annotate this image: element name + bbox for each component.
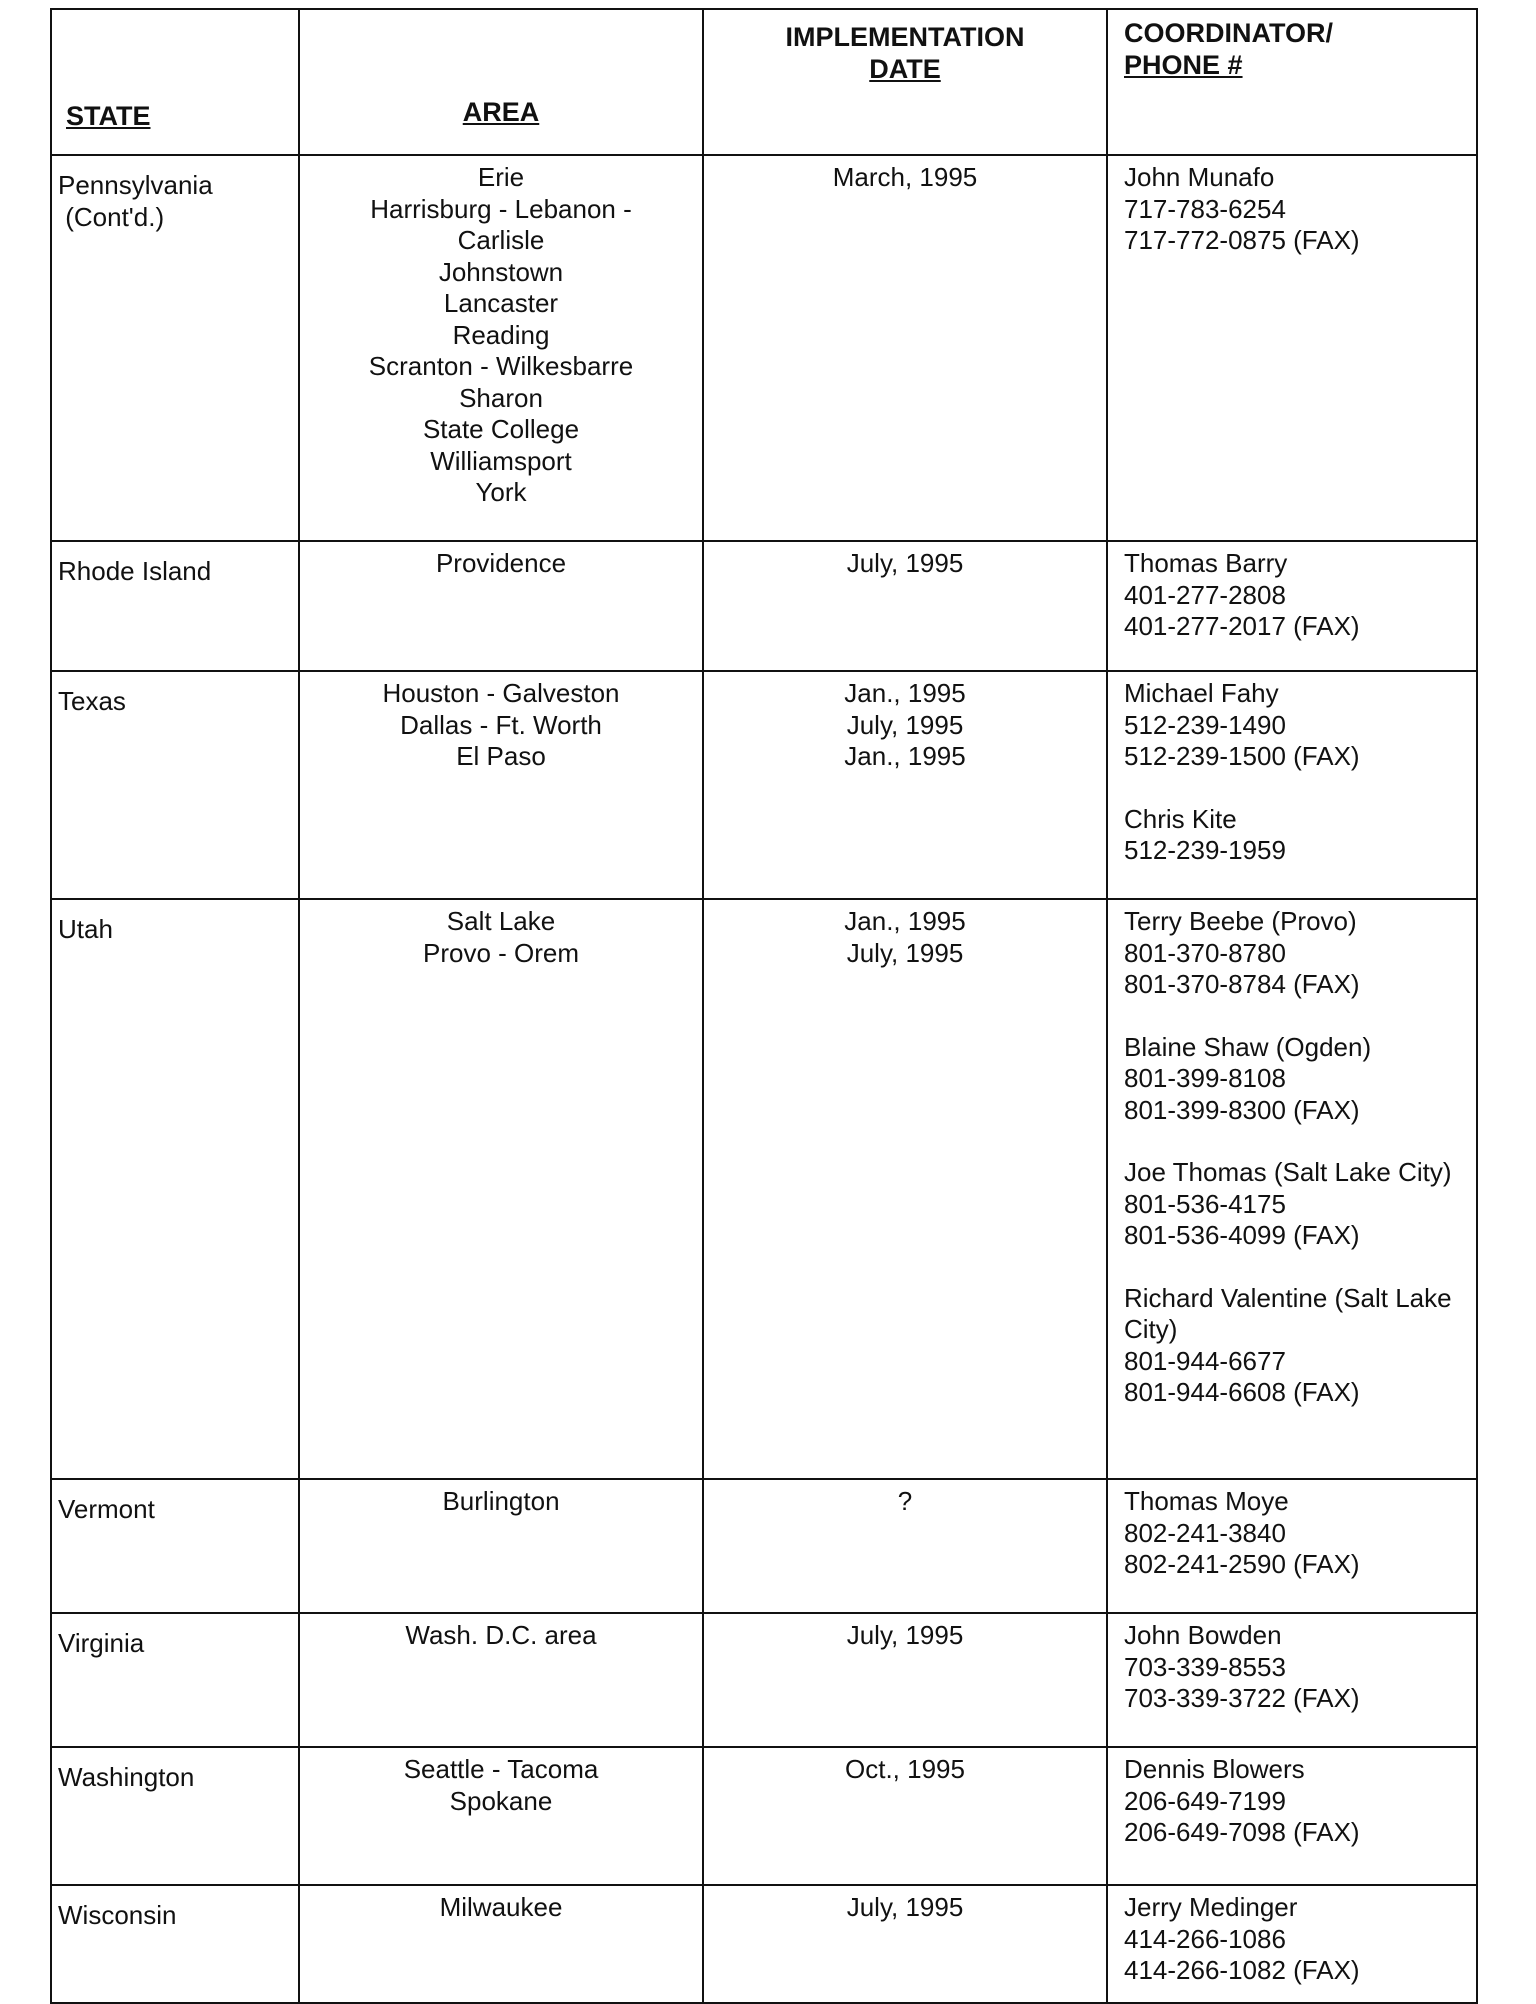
area-name: Milwaukee [439,1892,563,1922]
coordinator-entry [1124,804,1472,867]
header-row [51,9,1477,155]
implementation-date: July, 1995 [846,709,964,740]
coordinator-phone: 802-241-3840 [1124,1517,1286,1548]
header-date-line2: DATE [869,53,941,84]
cell-state [51,541,299,671]
area-name: Sharon [459,382,543,413]
state-name: Wisconsin [58,1900,177,1930]
area-name: Salt Lake [446,906,556,936]
cell-area [299,1613,703,1747]
coordinator-phone: 801-944-6677 [1124,1345,1286,1376]
table-row [51,155,1477,541]
coordinator-entry [1124,1892,1472,1987]
header-coord-line2: PHONE # [1124,49,1243,80]
coordinator-phone: 801-370-8780 [1124,937,1286,968]
state-name: Washington [58,1762,195,1792]
cell-area [299,1747,703,1885]
area-name: Reading [452,319,550,350]
implementation-date: July, 1995 [846,937,964,968]
cell-coordinator [1107,1613,1477,1747]
area-name: Williamsport [430,445,572,476]
table-row [51,899,1477,1479]
area-name: Scranton - Wilkesbarre [368,351,634,381]
table-row [51,1885,1477,2003]
area-name: Carlisle [457,225,545,255]
cell-coordinator [1107,1479,1477,1613]
implementation-date: Jan., 1995 [844,678,966,708]
state-name: Pennsylvania [58,170,213,200]
area-name: Johnstown [438,256,564,287]
coordinator-entry [1124,1754,1472,1849]
cell-implementation-date [703,1885,1107,2003]
cell-coordinator [1107,899,1477,1479]
cell-implementation-date [703,899,1107,1479]
implementation-date: July, 1995 [846,548,964,578]
coordinator-entry [1124,548,1472,643]
area-name: Wash. D.C. area [405,1620,597,1650]
coordinator-name: Dennis Blowers [1124,1754,1305,1784]
coordinator-entry [1124,1157,1472,1252]
table-body [51,155,1477,2003]
cell-implementation-date [703,1613,1107,1747]
cell-implementation-date [703,1747,1107,1885]
cell-coordinator [1107,671,1477,899]
coordinator-entry [1124,906,1472,1001]
coordinator-name: Terry Beebe (Provo) [1124,906,1357,936]
cell-implementation-date [703,541,1107,671]
cell-state [51,899,299,1479]
coordinator-fax: 717-772-0875 (FAX) [1124,225,1360,255]
state-name: Virginia [58,1628,145,1658]
coordinator-phone: 512-239-1959 [1124,835,1286,865]
header-coord-line1: COORDINATOR/ [1124,18,1333,48]
coordinator-fax: 206-649-7098 (FAX) [1124,1817,1360,1847]
coordinator-entry [1124,162,1472,257]
cell-coordinator [1107,541,1477,671]
coordinator-fax: 703-339-3722 (FAX) [1124,1683,1360,1713]
area-name: Provo - Orem [422,937,580,968]
area-name: Spokane [449,1785,553,1816]
coordinator-entry [1124,1620,1472,1715]
table-row [51,541,1477,671]
coordinator-fax: 801-536-4099 (FAX) [1124,1220,1360,1250]
cell-area [299,1885,703,2003]
cell-area [299,899,703,1479]
cell-coordinator [1107,1885,1477,2003]
area-name: Lancaster [443,288,559,318]
coordinator-fax: 414-266-1082 (FAX) [1124,1955,1360,1985]
area-name: York [475,477,527,507]
cell-state [51,155,299,541]
cell-implementation-date [703,671,1107,899]
area-name: Providence [435,548,567,578]
cell-state [51,671,299,899]
state-name: Vermont [58,1494,155,1524]
implementation-date: March, 1995 [832,162,978,192]
area-name: Harrisburg - Lebanon - [370,193,632,224]
implementation-date: July, 1995 [846,1620,964,1650]
area-name: State College [422,414,580,444]
coordinator-phone: 703-339-8553 [1124,1651,1286,1682]
coordinator-entry [1124,1486,1472,1581]
cell-area [299,1479,703,1613]
area-name: El Paso [456,741,546,771]
table-row [51,671,1477,899]
cell-state [51,1479,299,1613]
implementation-date: ? [897,1486,913,1516]
area-name: Seattle - Tacoma [403,1754,599,1784]
coordinator-name: John Munafo [1124,162,1275,192]
document-page [50,8,1476,2004]
header-area: AREA [299,9,703,155]
coordinator-name: Richard Valentine (Salt Lake City) [1124,1282,1452,1344]
coordinator-entry [1124,1032,1472,1127]
coordinator-fax: 801-944-6608 (FAX) [1124,1377,1360,1407]
table-row [51,1479,1477,1613]
coordinator-name: Blaine Shaw (Ogden) [1124,1031,1372,1062]
cell-implementation-date [703,1479,1107,1613]
header-date-line1: IMPLEMENTATION [785,22,1025,52]
coordinator-phone: 801-536-4175 [1124,1188,1286,1219]
state-name: Utah [58,914,113,944]
coordinator-fax: 801-399-8300 (FAX) [1124,1094,1360,1125]
coordinator-name: Michael Fahy [1124,678,1279,708]
coordinator-phone: 206-649-7199 [1124,1785,1286,1816]
area-name: Dallas - Ft. Worth [400,709,602,740]
coordinator-name: Thomas Barry [1124,548,1288,578]
cell-area [299,671,703,899]
coordinator-fax: 802-241-2590 (FAX) [1124,1549,1360,1579]
cell-state [51,1885,299,2003]
implementation-date: Jan., 1995 [844,741,966,771]
coordinator-phone: 801-399-8108 [1124,1063,1286,1093]
table-row [51,1747,1477,1885]
cell-state [51,1747,299,1885]
coordinator-phone: 512-239-1490 [1124,709,1286,740]
state-name: (Cont'd.) [58,201,165,232]
state-name: Rhode Island [58,556,212,586]
coordinator-fax: 401-277-2017 (FAX) [1124,611,1360,641]
cell-area [299,155,703,541]
area-name: Houston - Galveston [382,678,620,708]
coordinator-fax: 801-370-8784 (FAX) [1124,969,1360,999]
state-name: Texas [58,686,126,716]
implementation-date: Oct., 1995 [845,1754,965,1784]
cell-implementation-date [703,155,1107,541]
coordinator-table [50,8,1478,2004]
coordinator-phone: 401-277-2808 [1124,579,1286,610]
coordinator-entry [1124,678,1472,773]
table-row [51,1613,1477,1747]
implementation-date: Jan., 1995 [844,906,966,936]
coordinator-name: Chris Kite [1124,803,1237,834]
coordinator-name: John Bowden [1124,1620,1282,1650]
cell-coordinator [1107,155,1477,541]
header-state: STATE [51,9,299,155]
cell-state [51,1613,299,1747]
coordinator-fax: 512-239-1500 (FAX) [1124,741,1360,771]
implementation-date: July, 1995 [846,1892,964,1922]
cell-area [299,541,703,671]
coordinator-name: Thomas Moye [1124,1486,1289,1516]
coordinator-name: Joe Thomas (Salt Lake City) [1124,1157,1452,1187]
coordinator-phone: 717-783-6254 [1124,193,1286,224]
coordinator-phone: 414-266-1086 [1124,1923,1286,1954]
coordinator-entry [1124,1283,1472,1409]
header-implementation-date [703,9,1107,155]
area-name: Burlington [442,1486,560,1516]
cell-coordinator [1107,1747,1477,1885]
header-coordinator-phone [1107,9,1477,155]
area-name: Erie [477,162,525,192]
coordinator-name: Jerry Medinger [1124,1892,1298,1922]
